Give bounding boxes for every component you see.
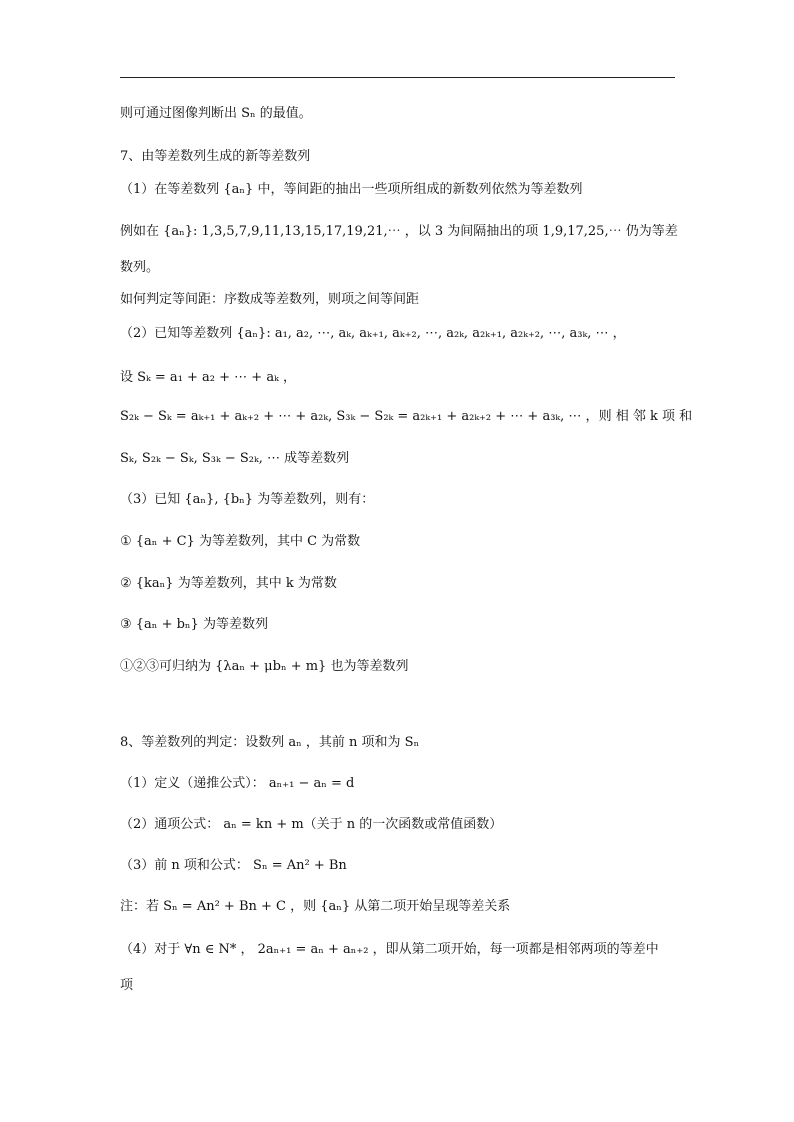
text-line-8-3: （3）前 n 项和公式： Sₙ = An² + Bn: [120, 858, 347, 873]
text-line-7-1: （1）在等差数列 {aₙ} 中，等间距的抽出一些项所组成的新数列依然为等差数列: [120, 182, 583, 197]
text-line-8-1: （1）定义（递推公式）： aₙ₊₁ − aₙ = d: [120, 776, 355, 791]
section-heading-8: 8、等差数列的判定：设数列 aₙ ，其前 n 项和为 Sₙ: [120, 735, 420, 750]
text-line-sk-def: 设 Sₖ = a₁ + a₂ + ⋯ + aₖ ，: [120, 370, 296, 385]
text-line-7-3: （3）已知 {aₙ}, {bₙ} 为等差数列，则有：: [120, 492, 375, 507]
text-line-sum-seq: Sₖ, S₂ₖ − Sₖ, S₃ₖ − S₂ₖ, ⋯ 成等差数列: [120, 451, 350, 466]
text-line-8-4: （4）对于 ∀n ∈ N* ， 2aₙ₊₁ = aₙ + aₙ₊₂ ，即从第二项开始，每一项都是相邻两项的等差中: [120, 942, 659, 957]
sum-diff-tail: 则 相 邻 k 项 和: [598, 409, 693, 424]
text-line-sum-diff: [120, 407, 693, 427]
text-line-item-1: ① {aₙ + C} 为等差数列，其中 C 为常数: [120, 534, 361, 549]
text-line-conclusion: 则可通过图像判断出 Sₙ 的最值。: [120, 106, 312, 121]
text-line-note: 注：若 Sₙ = An² + Bn + C ，则 {aₙ} 从第二项开始呈现等差关系: [120, 899, 511, 914]
text-line-8-2: （2）通项公式： aₙ = kn + m（关于 n 的一次函数或常值函数）: [120, 817, 503, 832]
section-heading-7: 7、由等差数列生成的新等差数列: [120, 149, 311, 164]
text-line-spacing-rule: 如何判定等间距：序数成等差数列，则项之间等间距: [120, 292, 420, 307]
text-line-example-cont: 数列。: [120, 260, 160, 275]
header-rule: [120, 77, 675, 78]
text-line-item-2: ② {kaₙ} 为等差数列，其中 k 为常数: [120, 576, 337, 591]
sum-diff-formula: S₂ₖ − Sₖ = aₖ₊₁ + aₖ₊₂ + ⋯ + a₂ₖ, S₃ₖ − S₂ₖ = a₂ₖ₊₁ + a₂ₖ₊₂ + ⋯ + a₃ₖ, ⋯ ，: [120, 409, 599, 424]
text-line-8-4-cont: 项: [120, 978, 134, 993]
text-line-item-3: ③ {aₙ + bₙ} 为等差数列: [120, 617, 268, 632]
text-line-example: 例如在 {aₙ}: 1,3,5,7,9,11,13,15,17,19,21,⋯ ，以 3 为间隔抽出的项 1,9,17,25,⋯ 仍为等差: [120, 224, 678, 239]
text-line-summary: ①②③可归纳为 {λaₙ + μbₙ + m} 也为等差数列: [120, 659, 409, 674]
text-line-7-2: （2）已知等差数列 {aₙ}: a₁, a₂, ⋯, aₖ, aₖ₊₁, aₖ₊₂, ⋯, a₂ₖ, a₂ₖ₊₁, a₂ₖ₊₂, ⋯, a₃ₖ, ⋯ ，: [120, 326, 626, 341]
